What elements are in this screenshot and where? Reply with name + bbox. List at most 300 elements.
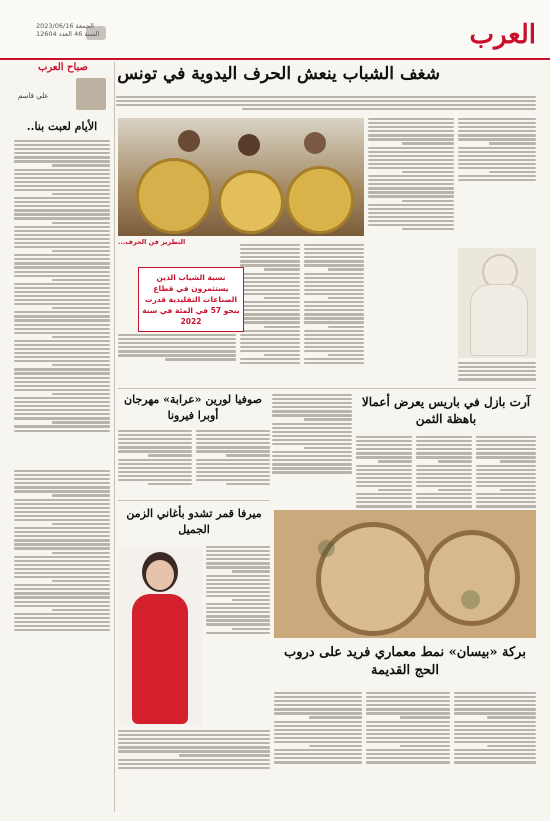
text-line bbox=[458, 167, 536, 169]
text-line bbox=[240, 301, 300, 303]
myriam-headline: ميرفا قمر تشدو بأغاني الزمن الجميل bbox=[126, 507, 262, 536]
text-line bbox=[14, 197, 110, 199]
text-line bbox=[304, 305, 364, 307]
text-line bbox=[240, 264, 300, 266]
text-line bbox=[14, 499, 110, 501]
text-line bbox=[458, 374, 536, 376]
text-line bbox=[454, 737, 536, 739]
text-line bbox=[118, 450, 192, 452]
text-line bbox=[14, 527, 110, 529]
text-line bbox=[52, 552, 110, 554]
text-line bbox=[14, 535, 110, 537]
text-line bbox=[274, 749, 362, 751]
text-line bbox=[14, 605, 110, 607]
text-line bbox=[118, 763, 270, 765]
text-line bbox=[14, 621, 110, 623]
text-line bbox=[14, 275, 110, 277]
text-line bbox=[14, 425, 110, 427]
main-body-col-6 bbox=[118, 334, 236, 363]
text-line bbox=[454, 712, 536, 714]
text-line bbox=[14, 156, 110, 158]
text-line bbox=[118, 446, 192, 448]
text-line bbox=[304, 321, 364, 323]
text-line bbox=[240, 305, 300, 307]
text-line bbox=[356, 493, 412, 495]
section-divider bbox=[118, 388, 536, 389]
text-line bbox=[14, 381, 110, 383]
text-line bbox=[454, 749, 536, 751]
text-line bbox=[274, 729, 362, 731]
text-line bbox=[240, 330, 300, 332]
text-line bbox=[118, 342, 236, 344]
text-line bbox=[272, 431, 352, 433]
text-line bbox=[309, 745, 362, 747]
text-line bbox=[196, 442, 270, 444]
text-line bbox=[206, 587, 270, 589]
text-line bbox=[274, 733, 362, 735]
text-line bbox=[454, 708, 536, 710]
text-line bbox=[14, 328, 110, 330]
text-line bbox=[416, 448, 472, 450]
text-line bbox=[368, 155, 454, 157]
sidebar-column-title: الأيام لعبت بنا.. bbox=[26, 120, 98, 133]
text-line bbox=[356, 473, 412, 475]
text-line bbox=[416, 436, 472, 438]
text-line bbox=[416, 505, 472, 507]
column-divider bbox=[114, 62, 115, 812]
text-line bbox=[272, 394, 352, 396]
text-line bbox=[196, 438, 270, 440]
text-line bbox=[368, 130, 454, 132]
text-line bbox=[304, 289, 364, 291]
text-line bbox=[14, 185, 110, 187]
text-line bbox=[14, 584, 110, 586]
text-line bbox=[274, 704, 362, 706]
text-line bbox=[476, 436, 536, 438]
text-line bbox=[304, 418, 352, 420]
text-line bbox=[458, 163, 536, 165]
text-line bbox=[14, 226, 110, 228]
text-line bbox=[272, 402, 352, 404]
text-line bbox=[402, 228, 454, 230]
text-line bbox=[14, 340, 110, 342]
myriam-col-1 bbox=[206, 546, 270, 636]
text-line bbox=[356, 501, 412, 503]
text-line bbox=[14, 213, 110, 215]
text-line bbox=[14, 352, 110, 354]
text-line bbox=[366, 704, 450, 706]
text-line bbox=[240, 346, 300, 348]
text-line bbox=[304, 342, 364, 344]
text-line bbox=[240, 317, 300, 319]
text-line bbox=[476, 452, 536, 454]
text-line bbox=[356, 436, 412, 438]
text-line bbox=[458, 138, 536, 140]
art-basel-headline: آرت بازل في باريس يعرض أعمالا باهظة الثمن bbox=[361, 395, 531, 426]
text-line bbox=[118, 434, 192, 436]
text-line bbox=[272, 414, 352, 416]
text-line bbox=[304, 301, 364, 303]
text-line bbox=[304, 277, 364, 279]
text-line bbox=[14, 564, 110, 566]
text-line bbox=[14, 238, 110, 240]
text-line bbox=[240, 289, 300, 291]
text-line bbox=[458, 362, 536, 364]
text-line bbox=[264, 268, 300, 270]
text-line bbox=[206, 591, 270, 593]
text-line bbox=[368, 204, 454, 206]
text-line bbox=[366, 725, 450, 727]
text-line bbox=[368, 126, 454, 128]
text-line bbox=[476, 465, 536, 467]
text-line bbox=[416, 456, 472, 458]
text-line bbox=[476, 477, 536, 479]
text-line bbox=[274, 761, 362, 763]
text-line bbox=[118, 471, 192, 473]
text-line bbox=[240, 248, 300, 250]
text-line bbox=[356, 440, 412, 442]
text-line bbox=[304, 256, 364, 258]
text-line bbox=[240, 281, 300, 283]
text-line bbox=[14, 486, 110, 488]
text-line bbox=[14, 246, 110, 248]
text-line bbox=[272, 467, 352, 469]
text-line bbox=[454, 753, 536, 755]
art-basel-col-2 bbox=[416, 436, 472, 509]
text-line bbox=[368, 191, 454, 193]
text-line bbox=[476, 444, 536, 446]
sidebar-column-text-2 bbox=[14, 470, 110, 633]
text-line bbox=[476, 493, 536, 495]
text-line bbox=[328, 297, 364, 299]
text-line bbox=[304, 252, 364, 254]
text-line bbox=[226, 454, 270, 456]
text-line bbox=[366, 749, 450, 751]
text-line bbox=[368, 187, 454, 189]
text-line bbox=[368, 224, 454, 226]
text-line bbox=[304, 330, 364, 332]
text-line bbox=[14, 613, 110, 615]
text-line bbox=[487, 745, 536, 747]
text-line bbox=[14, 478, 110, 480]
text-line bbox=[476, 481, 536, 483]
text-line bbox=[240, 350, 300, 352]
text-line bbox=[240, 260, 300, 262]
text-line bbox=[366, 729, 450, 731]
text-line bbox=[400, 716, 450, 718]
text-line bbox=[366, 753, 450, 755]
text-line bbox=[304, 244, 364, 246]
text-line bbox=[272, 439, 352, 441]
text-line bbox=[274, 737, 362, 739]
text-line bbox=[328, 268, 364, 270]
text-line bbox=[416, 501, 472, 503]
text-line bbox=[240, 285, 300, 287]
text-line bbox=[118, 354, 236, 356]
text-line bbox=[14, 344, 110, 346]
text-line bbox=[118, 750, 270, 752]
text-line bbox=[118, 475, 192, 477]
text-line bbox=[14, 507, 110, 509]
text-line bbox=[368, 212, 454, 214]
text-line bbox=[272, 459, 352, 461]
text-line bbox=[454, 692, 536, 694]
text-line bbox=[378, 489, 412, 491]
text-line bbox=[356, 456, 412, 458]
text-line bbox=[14, 291, 110, 293]
text-line bbox=[416, 473, 472, 475]
text-line bbox=[14, 417, 110, 419]
text-line bbox=[366, 692, 450, 694]
text-line bbox=[304, 309, 364, 311]
text-line bbox=[14, 201, 110, 203]
text-line bbox=[476, 505, 536, 507]
text-line bbox=[206, 579, 270, 581]
text-line bbox=[14, 173, 110, 175]
text-line bbox=[368, 118, 454, 120]
text-line bbox=[118, 459, 192, 461]
text-line bbox=[356, 485, 412, 487]
text-line bbox=[14, 568, 110, 570]
text-line bbox=[14, 531, 110, 533]
text-line bbox=[366, 712, 450, 714]
text-line bbox=[196, 475, 270, 477]
text-line bbox=[304, 313, 364, 315]
text-line bbox=[416, 477, 472, 479]
text-line bbox=[52, 193, 110, 195]
text-line bbox=[240, 358, 300, 360]
text-line bbox=[274, 753, 362, 755]
text-line bbox=[52, 494, 110, 496]
text-line bbox=[206, 615, 270, 617]
text-line bbox=[52, 523, 110, 525]
text-line bbox=[232, 570, 270, 572]
sofia-headline: صوفيا لورين «عرابة» مهرجان أوبرا فيرونا bbox=[124, 393, 262, 422]
text-line bbox=[272, 406, 352, 408]
text-line bbox=[489, 142, 536, 144]
text-line bbox=[274, 712, 362, 714]
text-line bbox=[14, 389, 110, 391]
text-line bbox=[366, 741, 450, 743]
text-line bbox=[454, 704, 536, 706]
text-line bbox=[206, 546, 270, 548]
text-line bbox=[206, 632, 270, 634]
text-line bbox=[240, 277, 300, 279]
text-line bbox=[454, 725, 536, 727]
text-line bbox=[14, 543, 110, 545]
text-line bbox=[196, 459, 270, 461]
text-line bbox=[148, 454, 192, 456]
text-line bbox=[368, 163, 454, 165]
text-line bbox=[476, 485, 536, 487]
text-line bbox=[206, 554, 270, 556]
main-photo-caption: التطريز فن الحرف... bbox=[118, 238, 186, 246]
text-line bbox=[52, 250, 110, 252]
text-line bbox=[272, 410, 352, 412]
text-line bbox=[14, 588, 110, 590]
text-line bbox=[14, 576, 110, 578]
text-line bbox=[14, 266, 110, 268]
text-line bbox=[14, 311, 110, 313]
text-line bbox=[304, 281, 364, 283]
text-line bbox=[304, 346, 364, 348]
sidebar-column-text bbox=[14, 140, 110, 434]
text-line bbox=[368, 179, 454, 181]
text-line bbox=[240, 313, 300, 315]
text-line bbox=[118, 467, 192, 469]
text-line bbox=[368, 167, 454, 169]
text-line bbox=[366, 721, 450, 723]
bustan-col-1 bbox=[454, 692, 536, 765]
text-line bbox=[14, 177, 110, 179]
text-line bbox=[489, 171, 536, 173]
text-line bbox=[272, 435, 352, 437]
text-line bbox=[165, 358, 236, 360]
text-line bbox=[304, 334, 364, 336]
text-line bbox=[240, 252, 300, 254]
text-line bbox=[240, 321, 300, 323]
text-line bbox=[14, 560, 110, 562]
text-line bbox=[14, 283, 110, 285]
text-line bbox=[206, 595, 270, 597]
text-line bbox=[196, 479, 270, 481]
text-line bbox=[356, 448, 412, 450]
main-body-col-1 bbox=[458, 118, 536, 183]
text-line bbox=[304, 248, 364, 250]
sofia-col-2 bbox=[196, 430, 270, 487]
text-line bbox=[14, 287, 110, 289]
text-line bbox=[458, 134, 536, 136]
sofia-col-1 bbox=[118, 430, 192, 487]
main-body-col-4 bbox=[240, 244, 300, 366]
text-line bbox=[304, 358, 364, 360]
text-line bbox=[196, 471, 270, 473]
text-line bbox=[274, 700, 362, 702]
text-line bbox=[240, 309, 300, 311]
text-line bbox=[206, 566, 270, 568]
text-line bbox=[118, 479, 192, 481]
text-line bbox=[368, 147, 454, 149]
text-line bbox=[476, 501, 536, 503]
text-line bbox=[274, 696, 362, 698]
text-line bbox=[14, 470, 110, 472]
text-line bbox=[240, 362, 300, 364]
text-line bbox=[52, 336, 110, 338]
text-line bbox=[368, 151, 454, 153]
text-line bbox=[14, 490, 110, 492]
text-line bbox=[14, 629, 110, 631]
text-line bbox=[14, 242, 110, 244]
text-line bbox=[14, 148, 110, 150]
text-line bbox=[366, 757, 450, 759]
text-line bbox=[416, 465, 472, 467]
text-line bbox=[416, 469, 472, 471]
text-line bbox=[118, 767, 270, 769]
text-line bbox=[14, 474, 110, 476]
text-line bbox=[366, 761, 450, 763]
text-line bbox=[416, 485, 472, 487]
text-line bbox=[454, 729, 536, 731]
text-line bbox=[356, 452, 412, 454]
newspaper-logo: العرب bbox=[469, 20, 536, 50]
text-line bbox=[196, 446, 270, 448]
text-line bbox=[368, 195, 454, 197]
text-line bbox=[14, 234, 110, 236]
text-line bbox=[458, 370, 536, 372]
text-line bbox=[356, 469, 412, 471]
text-line bbox=[366, 708, 450, 710]
text-line bbox=[52, 307, 110, 309]
text-line bbox=[240, 334, 300, 336]
section-divider-2 bbox=[118, 500, 270, 501]
text-line bbox=[454, 733, 536, 735]
text-line bbox=[458, 151, 536, 153]
text-line bbox=[14, 372, 110, 374]
text-line bbox=[240, 256, 300, 258]
text-line bbox=[328, 326, 364, 328]
text-line bbox=[402, 142, 454, 144]
text-line bbox=[14, 397, 110, 399]
text-line bbox=[240, 338, 300, 340]
text-line bbox=[458, 147, 536, 149]
art-basel-col-1 bbox=[476, 436, 536, 509]
art-basel-col-4 bbox=[272, 394, 352, 476]
text-line bbox=[304, 338, 364, 340]
issue-date-block bbox=[36, 22, 99, 38]
text-line bbox=[458, 179, 536, 181]
bustan-aerial-photo bbox=[274, 510, 536, 638]
text-line bbox=[118, 759, 270, 761]
text-line bbox=[454, 761, 536, 763]
bustan-col-3 bbox=[274, 692, 362, 765]
text-line bbox=[14, 401, 110, 403]
text-line bbox=[14, 515, 110, 517]
text-line bbox=[118, 442, 192, 444]
text-line bbox=[274, 721, 362, 723]
issue-number: السنة 46 العدد 12604 bbox=[36, 30, 100, 38]
text-line bbox=[356, 497, 412, 499]
text-line bbox=[454, 721, 536, 723]
main-body-col-3 bbox=[304, 244, 364, 366]
text-line bbox=[402, 200, 454, 202]
text-line bbox=[118, 346, 236, 348]
text-line bbox=[272, 471, 352, 473]
text-line bbox=[14, 217, 110, 219]
myriam-col-2 bbox=[118, 730, 270, 771]
text-line bbox=[52, 609, 110, 611]
text-line bbox=[304, 350, 364, 352]
text-line bbox=[366, 733, 450, 735]
text-line bbox=[206, 562, 270, 564]
text-line bbox=[14, 360, 110, 362]
sidebar-section-title: صباح العرب bbox=[37, 62, 89, 73]
text-line bbox=[368, 159, 454, 161]
text-line bbox=[14, 189, 110, 191]
text-line bbox=[368, 216, 454, 218]
text-line bbox=[458, 118, 536, 120]
text-line bbox=[356, 481, 412, 483]
text-line bbox=[14, 377, 110, 379]
text-line bbox=[416, 481, 472, 483]
text-line bbox=[438, 460, 472, 462]
text-line bbox=[378, 460, 412, 462]
text-line bbox=[328, 354, 364, 356]
text-line bbox=[368, 122, 454, 124]
singer-photo bbox=[118, 546, 202, 726]
text-line bbox=[487, 716, 536, 718]
text-line bbox=[14, 601, 110, 603]
text-line bbox=[52, 164, 110, 166]
